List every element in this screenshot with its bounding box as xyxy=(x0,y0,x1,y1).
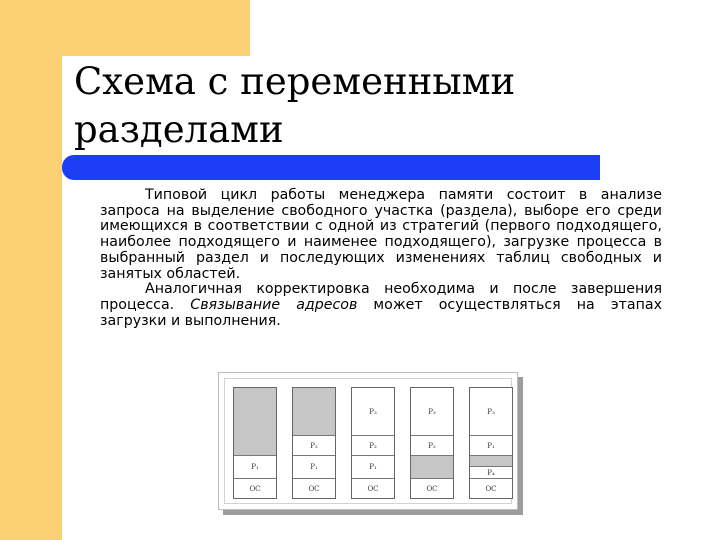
title-underline-bar xyxy=(62,155,600,180)
paragraph-2 xyxy=(100,282,662,329)
title-line-2: разделами xyxy=(74,108,284,151)
os-cell: ОС xyxy=(411,478,453,498)
memory-state-4 xyxy=(410,387,454,499)
partition-cell: P₁ xyxy=(352,455,394,478)
os-cell: ОС xyxy=(352,478,394,498)
accent-strip xyxy=(0,160,62,540)
partition-cell: P₁ xyxy=(470,435,512,455)
partition-cell: P₂ xyxy=(411,435,453,455)
memory-partition-figure xyxy=(218,372,518,510)
slide-title xyxy=(74,58,515,154)
free-area xyxy=(234,388,276,455)
partition-cell: P₃ xyxy=(369,407,377,416)
partition-cell: P₂ xyxy=(352,435,394,455)
free-area xyxy=(411,455,453,478)
os-cell: ОС xyxy=(293,478,335,498)
free-area xyxy=(293,388,335,435)
partition-cell: P₁ xyxy=(293,455,335,478)
partition-cell: P₁ xyxy=(234,455,276,478)
figure-panel xyxy=(224,378,512,504)
title-line-1: Схема с переменными xyxy=(74,60,516,103)
memory-state-3 xyxy=(351,387,395,499)
slide-body xyxy=(100,188,662,329)
paragraph-1: Типовой цикл работы менеджера памяти состоит в анализе запроса на выделение свободного участка (раздела), выборе его среди имеющихся в соответствии с одной из стратегий (первого подходящего, наиболее подходящего и наименее подходящего), загрузке процесса в выбранный раздел и последующих изменениях таблиц свободных и занятых областей. xyxy=(100,187,662,282)
address-binding-term: Связывание адресов xyxy=(190,296,358,313)
memory-state-5 xyxy=(469,387,513,499)
partition-cell: P₄ xyxy=(470,466,512,478)
paragraph-2-text-start: Аналогичная корректировка необходима и после завершения процесса. xyxy=(100,281,662,313)
partition-cell: P₃ xyxy=(428,407,436,416)
os-cell: ОС xyxy=(470,478,512,498)
memory-state-2 xyxy=(292,387,336,499)
paragraph-2-text-end: может осуществляться на этапах загрузки и выполнения. xyxy=(100,296,662,329)
free-area xyxy=(470,455,512,466)
memory-state-1 xyxy=(233,387,277,499)
partition-cell: P₃ xyxy=(487,407,495,416)
partition-cell: P₂ xyxy=(293,435,335,455)
os-cell: ОС xyxy=(234,478,276,498)
